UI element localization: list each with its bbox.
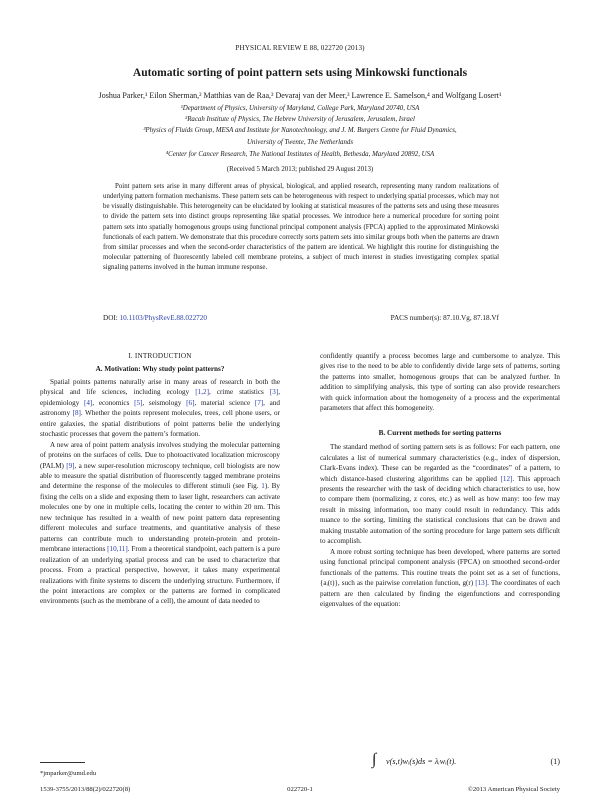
citation-link[interactable]: [5] [134,398,143,407]
citation-link[interactable]: [13] [475,579,488,588]
affiliation-3: ³Physics of Fluids Group, MESA and Institute for Nanotechnology, and J. M. Burgers Centre for Fluid Dynamics, [143,127,457,134]
section-heading-introduction: I. INTRODUCTION [128,352,192,360]
author-list: Joshua Parker,¹ Eilon Sherman,² Matthias van de Raa,³ Devaraj van der Meer,³ Lawrence E. Samelson,⁴ and Wolfgang Losert¹ [98,91,502,100]
paper-title: Automatic sorting of point pattern sets using Minkowski functionals [132,67,468,79]
citation-link[interactable]: [12] [500,474,513,483]
paragraph-methods-2: A more robust sorting technique has been developed, where patterns are sorted using functional principal component analysis (FPCA) on smoothed second-order functionals of the patterns. This routine treats the point set as a set of functions, {aᵢ(t)}, such as the pairwise correlation function, g(r) [13]. The coordinates of each pattern are then calculated by finding the eigenfunctions and corresponding eigenvalues of the equation: [320,547,560,608]
subsection-heading-motivation: A. Motivation: Why study point patterns? [95,365,225,374]
citation-link[interactable]: [1,2] [195,388,209,397]
footer-issn: 1539-3755/2013/88(2)/022720(8) [40,786,131,793]
footnote-email[interactable]: *jmparker@umd.edu [40,770,97,777]
citation-link[interactable]: [7] [254,398,264,407]
left-column [40,351,280,607]
citation-link[interactable]: [6] [186,398,195,407]
paragraph-intro-2: A new area of point pattern analysis involves studying the molecular patterning of proteins on the surfaces of cells. Due to photoactivated localization microscopy (PALM) [9], a new super-resolution microscopy technique, cell biologists are now able to measure the spatial distribution of fluorescently tagged membrane proteins and determine the response of the molecules to different stimuli (see Fig. 1). By fixing the cells on a slide and exposing them to laser light, researchers can activate molecules one by one in multiple cells, locating the center to within 20 nm. This new technique has resulted in a wealth of new point pattern data representing different molecules and surface treatments, and quantitative analysis of these patterns can contribute much to understanding protein-protein and protein-membrane interactions [10,11]. From a theoretical standpoint, each pattern is a pure realization of an underlying spatial process and can be used to characterize that process. From a practical perspective, however, it takes many experimental realizations with finite systems to discern the underlying structure. Furthermore, if the point interactions are complex or the patterns are formed in complicated environments (such as the membrane of a cell), the amount of data needed to [40,440,281,606]
citation-link[interactable]: [3] [269,388,279,397]
right-column [320,351,560,609]
citation-link[interactable]: [4] [83,398,93,407]
affiliation-3-cont: University of Twente, The Netherlands [246,139,354,146]
abstract: Point pattern sets arise in many different areas of physical, biological, and applied research, representing many random realizations of underlying pattern formation mechanisms. These pattern sets can be heterogeneous with respect to underlying spatial processes, which may not be visually distinguishable. This heterogeneity can be elucidated by looking at statistical measures of the patterns sets and using these measures to divide the pattern sets into distinct groups representing like spatial processes. We introduce here a numerical procedure for sorting point pattern sets into spatially homogenous groups using functional principal component analysis (FPCA) applied to the approximated Minkowski functionals of each pattern. We demonstrate that this procedure correctly sorts pattern sets into similar groups both when the patterns are drawn from similar processes and when the second-order characteristics of the pattern are identical. We highlight this routine for distinguishing the molecular patterning of fluorescently labeled cell membrane proteins, a subject of much interest in studies investigating complex spatial signaling patterns involved in the human immune response. [103,183,499,272]
figure-link[interactable]: 1 [261,482,265,491]
doi-pacs-row [103,314,499,322]
footer-page-number: 022720-1 [287,786,313,793]
doi-link[interactable]: 10.1103/PhysRevE.88.022720 [119,314,207,322]
equation-1 [320,751,560,774]
affiliation-4: ⁴Center for Cancer Research, The National Institutes of Health, Bethesda, Maryland 20892, USA [165,151,435,158]
equation-expression: v(s,t)wᵢ(s)ds = λᵢwᵢ(t). [386,757,457,766]
footnote-rule [40,762,85,763]
subsection-heading-current-methods: B. Current methods for sorting patterns [378,428,502,437]
doi-label: DOI: [103,314,118,322]
citation-link[interactable]: [9] [66,461,75,470]
citation-link[interactable]: [8] [72,409,81,418]
pacs-numbers: PACS number(s): 87.10.Vg, 87.18.Vf [390,314,499,322]
paragraph-continued: confidently quantify a process becomes large and cumbersome to analyze. This gives rise to the need to be able to confidently divide large sets of patterns, sorting the patterns into smaller, homogenous groups that can be analyzed further. In addition to simplifying analysis, this type of sorting can also provide researchers with quick information about the homogeneity of a process and the experimental parameters that affect this homogeneity. [320,352,560,413]
paragraph-methods-1: The standard method of sorting pattern sets is as follows: For each pattern, one calculates a list of numerical summary characteristics (e.g., index of dispersion, Clark-Evans index). These can be regarded as the “coordinates” of a pattern, to which distance-based clustering algorithms can be applied [12]. This approach presents the researcher with the task of deciding which characteristics to use, how to compare them (normalizing, z cores, etc.) as well as how many: too few may result in missing information, too many could result in redundancy. This adds nuance to the sorting, limiting the statistical conclusions that can be drawn and making trustable automation of the sorting procedure for large pattern sets difficult to accomplish. [320,443,560,546]
footer-copyright: ©2013 American Physical Society [467,786,560,793]
affiliation-2: ²Racah Institute of Physics, The Hebrew University of Jerusalem, Jerusalem, Israel [185,116,415,123]
received-dates: (Received 5 March 2013; published 29 August 2013) [226,166,374,173]
affiliation-1: ¹Department of Physics, University of Maryland, College Park, Maryland 20740, USA [180,105,420,112]
citation-link[interactable]: [10,11] [107,545,128,554]
integral-sign: ∫ [372,751,377,768]
equation-number: (1) [550,757,560,766]
journal-header: PHYSICAL REVIEW E 88, 022720 (2013) [235,44,365,52]
paragraph-intro-1: Spatial points patterns naturally arise in many areas of research in both the physical and life sciences, including ecology [1,2], crime statistics [3], epidemiology [4], economics [5], seismology [6], material science [7], and astronomy [8]. Whether the points represent molecules, trees, cell phone users, or entire galaxies, the spatial distributions of point patterns belie the underlying stochastic processes that govern the pattern’s formation. [40,377,281,439]
